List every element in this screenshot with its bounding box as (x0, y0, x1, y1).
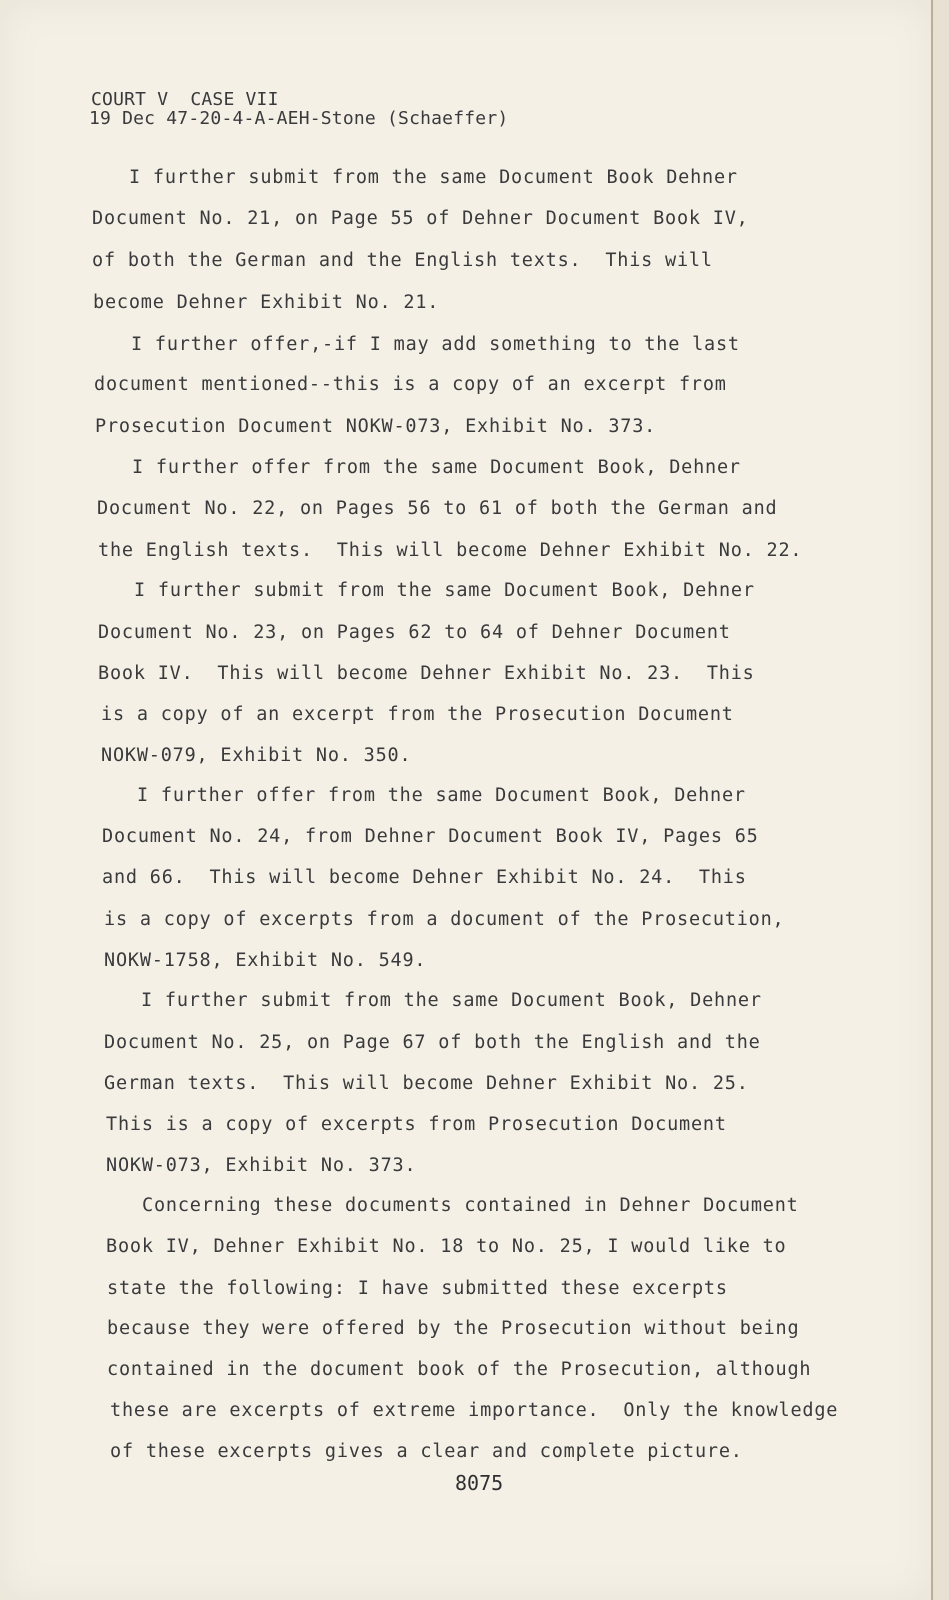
transcript-line: and 66. This will become Dehner Exhibit No. 24. This (102, 867, 747, 888)
transcript-line: contained in the document book of the Prosecution, although (107, 1359, 812, 1380)
transcript-line: NOKW-1758, Exhibit No. 549. (104, 950, 427, 971)
transcript-line: I further submit from the same Document Book, Dehner (134, 580, 755, 601)
transcript-line: because they were offered by the Prosecution without being (107, 1318, 800, 1339)
transcript-line: is a copy of excerpts from a document of the Prosecution, (104, 909, 785, 930)
transcript-line: German texts. This will become Dehner Exhibit No. 25. (104, 1073, 749, 1094)
transcript-line: NOKW-073, Exhibit No. 373. (106, 1155, 417, 1176)
transcript-line: is a copy of an excerpt from the Prosecution Document (101, 704, 734, 725)
transcript-line: Book IV, Dehner Exhibit No. 18 to No. 25, I would like to (106, 1236, 787, 1257)
transcript-line: the English texts. This will become Dehner Exhibit No. 22. (98, 540, 803, 561)
date-session-header: 19 Dec 47-20-4-A-AEH-Stone (Schaeffer) (89, 108, 509, 129)
transcript-line: Document No. 25, on Page 67 of both the English and the (104, 1032, 761, 1053)
transcript-line: these are excerpts of extreme importance. Only the knowledge (110, 1400, 839, 1421)
transcript-line: I further submit from the same Document Book, Dehner (141, 990, 762, 1011)
transcript-line: This is a copy of excerpts from Prosecution Document (106, 1114, 727, 1135)
paper-edge (931, 0, 933, 1600)
transcript-line: I further submit from the same Document Book Dehner (129, 167, 738, 188)
transcript-line: Prosecution Document NOKW-073, Exhibit No. 373. (95, 416, 657, 437)
page-number: 8075 (455, 1471, 504, 1495)
transcript-line: Document No. 23, on Pages 62 to 64 of Dehner Document (98, 622, 731, 643)
transcript-line: Document No. 24, from Dehner Document Book IV, Pages 65 (102, 826, 759, 847)
transcript-line: I further offer,-if I may add something to the last (131, 334, 740, 355)
transcript-line: I further offer from the same Document Book, Dehner (137, 785, 746, 806)
transcript-line: of both the German and the English texts. This will (92, 250, 713, 271)
transcript-line: I further offer from the same Document Book, Dehner (132, 457, 741, 478)
transcript-line: Book IV. This will become Dehner Exhibit No. 23. This (98, 663, 755, 684)
transcript-line: Concerning these documents contained in Dehner Document (142, 1195, 799, 1216)
transcript-line: state the following: I have submitted these excerpts (107, 1278, 728, 1299)
transcript-line: NOKW-079, Exhibit No. 350. (101, 745, 412, 766)
transcript-line: document mentioned--this is a copy of an excerpt from (94, 374, 727, 395)
court-case-header: COURT V CASE VII (91, 89, 279, 110)
transcript-line: Document No. 22, on Pages 56 to 61 of both the German and (97, 498, 778, 519)
transcript-line: become Dehner Exhibit No. 21. (93, 292, 440, 313)
transcript-line: of these excerpts gives a clear and complete picture. (110, 1441, 743, 1462)
transcript-line: Document No. 21, on Page 55 of Dehner Document Book IV, (92, 208, 749, 229)
